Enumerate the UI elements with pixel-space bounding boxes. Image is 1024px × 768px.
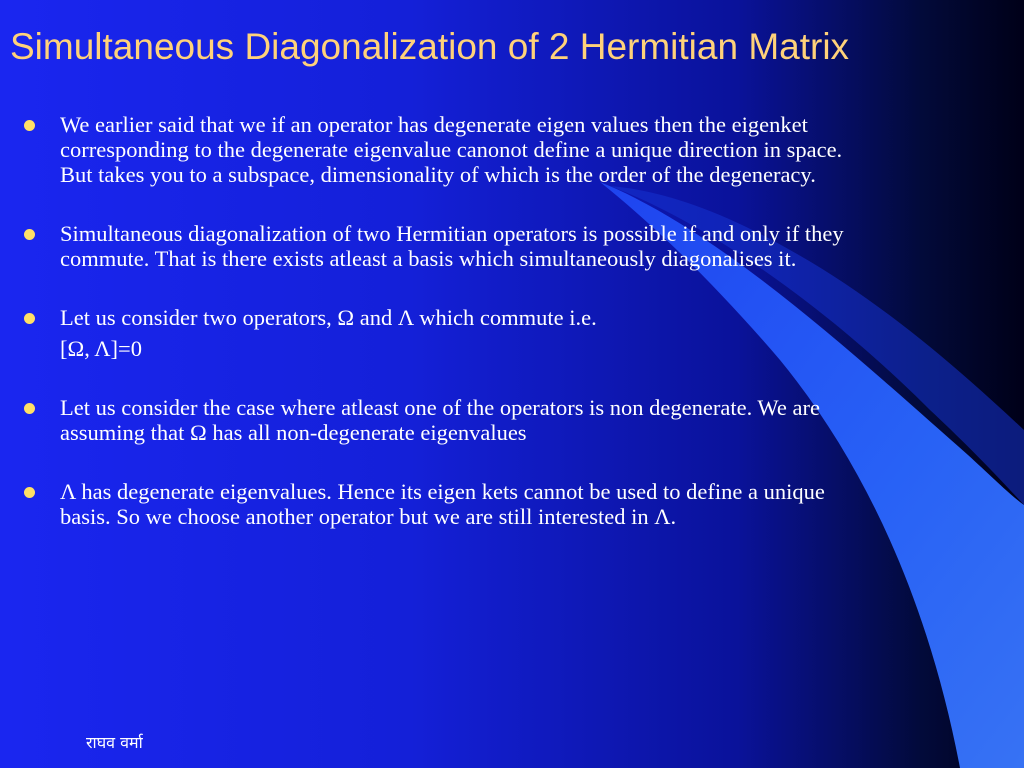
bullet-item xyxy=(24,112,874,187)
bullet-dot-icon xyxy=(24,313,35,324)
bullet-text: Let us consider two operators, Ω and Λ which commute i.e. xyxy=(60,305,597,330)
bullet-text: Simultaneous diagonalization of two Hermitian operators is possible if and only if they commute. That is there exists atleast a basis which simultaneously diagonalises it. xyxy=(60,221,844,271)
bullet-text: Let us consider the case where atleast one of the operators is non degenerate. We are assuming that Ω has all non-degenerate eigenvalues xyxy=(60,395,820,445)
bullet-list xyxy=(24,112,874,529)
bullet-dot-icon xyxy=(24,403,35,414)
bullet-item xyxy=(24,305,874,361)
bullet-dot-icon xyxy=(24,229,35,240)
bullet-item xyxy=(24,395,874,445)
bullet-item xyxy=(24,479,874,529)
bullet-dot-icon xyxy=(24,120,35,131)
bullet-dot-icon xyxy=(24,487,35,498)
commutator-line: [Ω, Λ]=0 xyxy=(60,336,142,361)
bullet-item xyxy=(24,221,874,271)
bullet-text: Λ has degenerate eigenvalues. Hence its eigen kets cannot be used to define a unique basis. So we choose another operator but we are still interested in Λ. xyxy=(60,479,825,529)
bullet-text: We earlier said that we if an operator has degenerate eigen values then the eigenket corresponding to the degenerate eigenvalue canonot define a unique direction in space. But takes you to a subspace, dimensionality of which is the order of the degeneracy. xyxy=(60,112,843,187)
slide-title: Simultaneous Diagonalization of 2 Hermitian Matrix xyxy=(10,26,850,67)
footer-author: राघव वर्मा xyxy=(86,733,143,752)
